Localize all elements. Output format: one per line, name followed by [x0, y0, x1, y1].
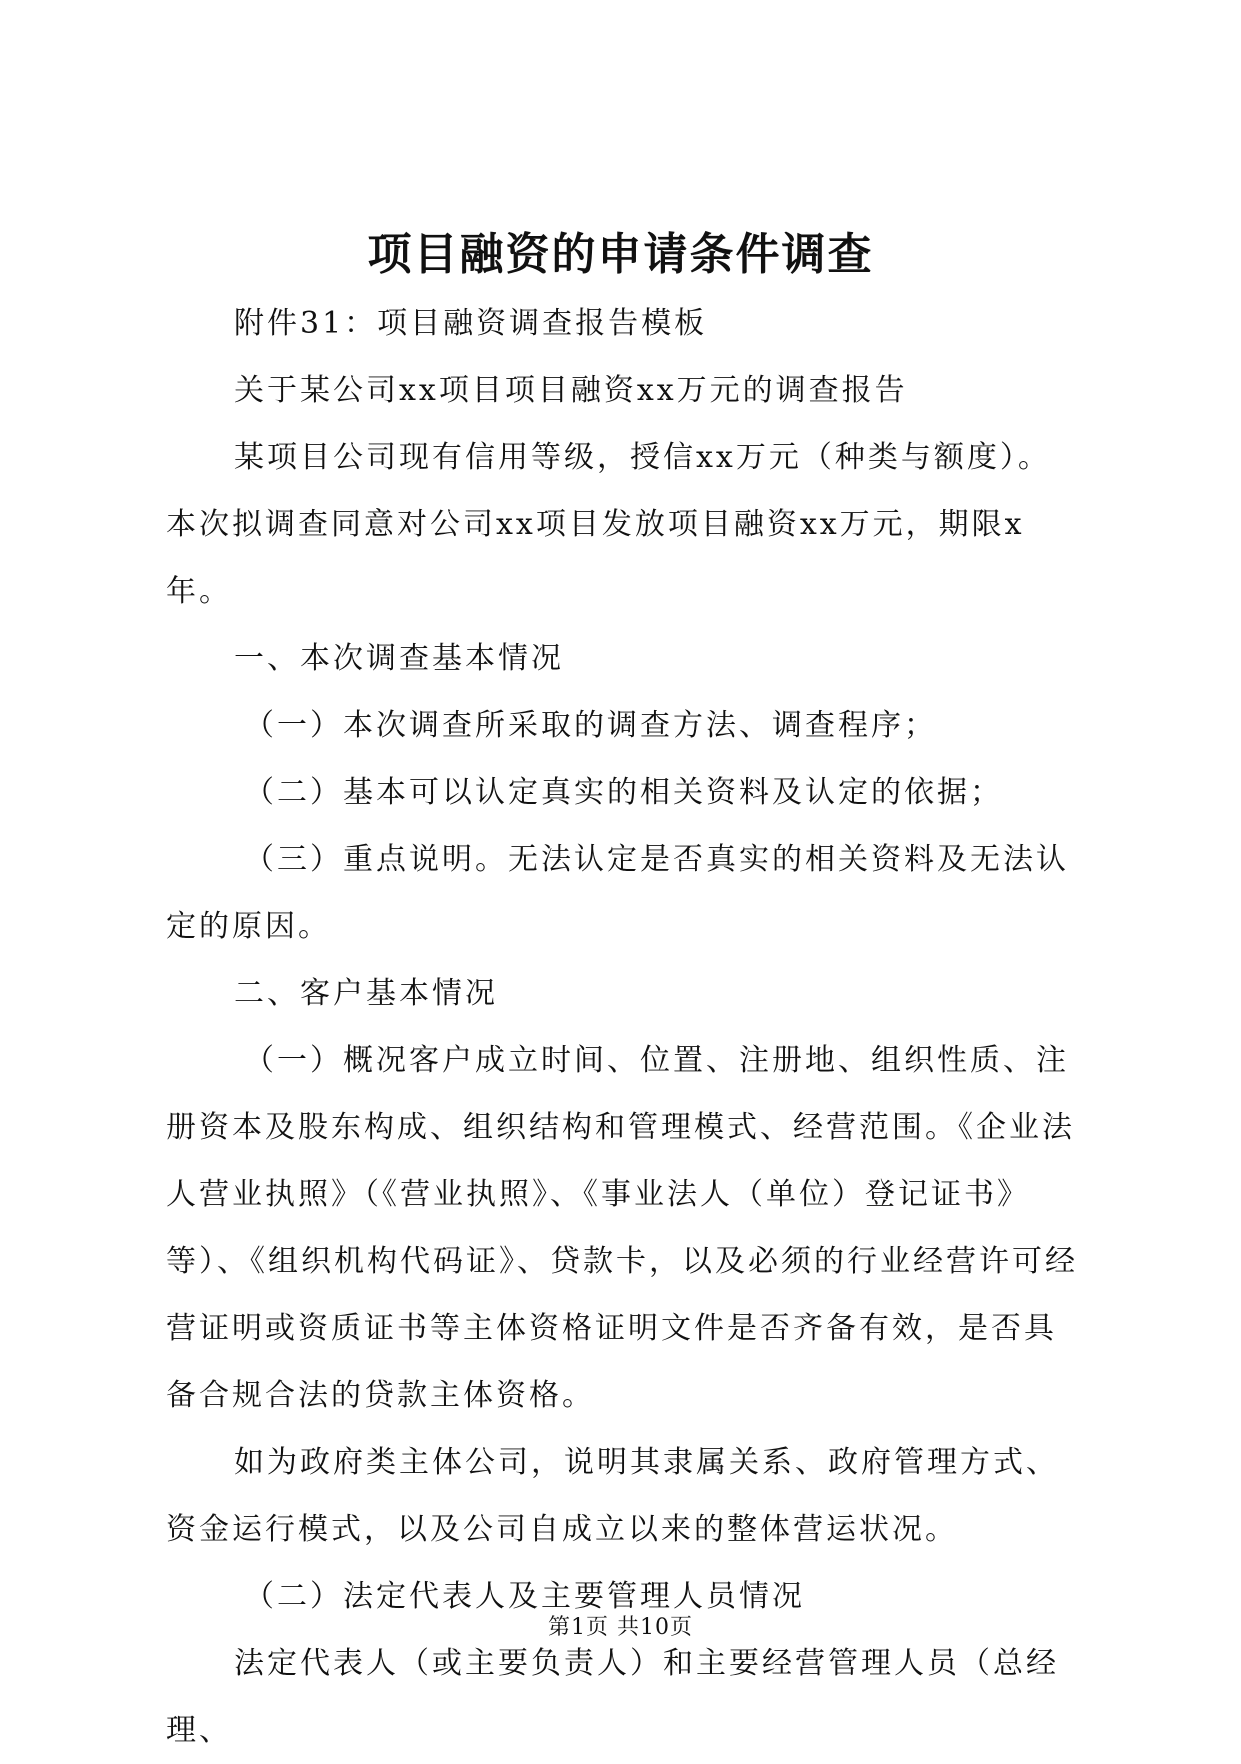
section-heading: 一、本次调查基本情况 — [234, 641, 564, 676]
paragraph: （一）本次调查所采取的调查方法、调查程序； — [244, 708, 937, 743]
document-body — [166, 290, 1081, 1764]
paragraph: 如为政府类主体公司，说明其隶属关系、政府管理方式、资金运行模式，以及公司自成立以来的整体营运状况。 — [166, 1445, 1059, 1547]
paragraph: 关于某公司xx项目项目融资xx万元的调查报告 — [234, 373, 908, 408]
paragraph: （二）法定代表人及主要管理人员情况 — [244, 1579, 805, 1614]
document-title: 项目融资的申请条件调查 — [367, 229, 874, 280]
paragraph: （三）重点说明。无法认定是否真实的相关资料及无法认定的原因。 — [166, 842, 1069, 944]
paragraph: 法定代表人（或主要负责人）和主要经营管理人员（总经理、 — [166, 1646, 1059, 1748]
paragraph: （一）概况客户成立时间、位置、注册地、组织性质、注册资本及股东构成、组织结构和管理模式、经营范围。《企业法人营业执照》（《营业执照》、《事业法人（单位）登记证书》等）、《组织机构代码证》、贷款卡，以及必须的行业经营许可经营证明或资质证书等主体资格证明文件是否齐备有效，是否具备合规合法的贷款主体资格。 — [166, 1043, 1078, 1413]
paragraph: （二）基本可以认定真实的相关资料及认定的依据； — [244, 775, 1003, 810]
paragraph: 某项目公司现有信用等级，授信xx万元（种类与额度）。本次拟调查同意对公司xx项目发放项目融资xx万元，期限x年。 — [166, 440, 1051, 609]
paragraph: 附件31：项目融资调查报告模板 — [234, 306, 708, 341]
section-heading: 二、客户基本情况 — [234, 976, 498, 1011]
page-footer: 第1页 共10页 — [548, 1615, 693, 1640]
